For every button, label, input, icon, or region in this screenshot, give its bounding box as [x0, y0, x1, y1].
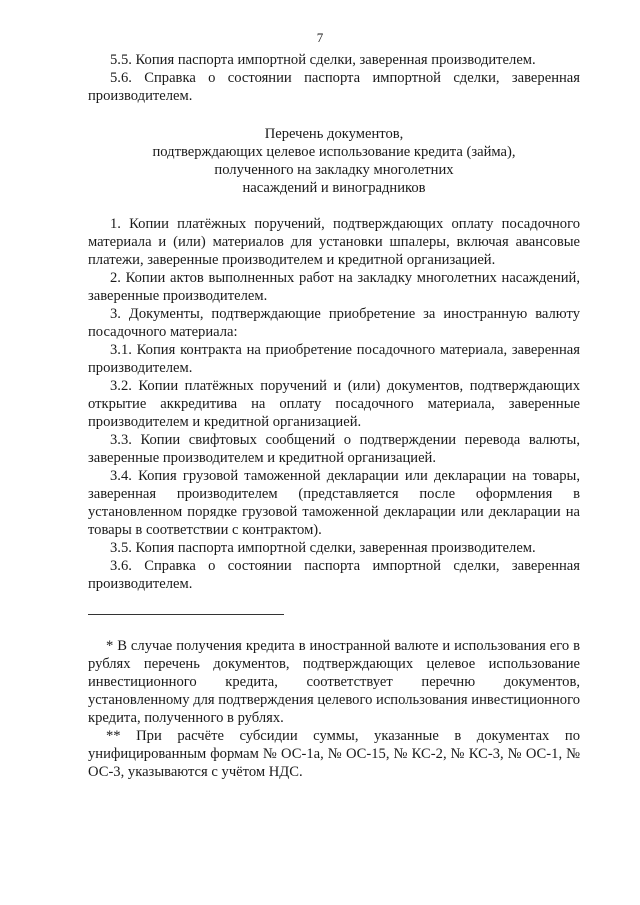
- spacer: [88, 105, 580, 125]
- list-item-3: 3. Документы, подтверждающие приобретение за иностранную валюту посадочного материала:: [88, 306, 580, 340]
- list-item-3-3: 3.3. Копии свифтовых сообщений о подтверждении перевода валюты, заверенные производителем и кредитной организацией.: [88, 432, 580, 466]
- list-item-2: 2. Копии актов выполненных работ на закладку многолетних насаждений, заверенные производителем.: [88, 270, 580, 304]
- footnote-2: ** При расчёте субсидии суммы, указанные в документах по унифицированным формам № ОС-1а, № ОС-15, № КС-2, № КС-3, № ОС-1, № ОС-3, указываются с учётом НДС.: [88, 728, 580, 780]
- list-item-3-4: 3.4. Копия грузовой таможенной декларации или декларации на товары, заверенная производителем (представляется после оформления в установленном порядке грузовой таможенной декларации или декларации на товары в соответствии с контрактом).: [88, 468, 580, 538]
- section-title: [88, 125, 580, 197]
- spacer: [88, 197, 580, 215]
- footnotes: [88, 637, 580, 781]
- paragraph-item-5-5: 5.5. Копия паспорта импортной сделки, заверенная производителем.: [110, 52, 536, 68]
- list-item-3-6: 3.6. Справка о состоянии паспорта импортной сделки, заверенная производителем.: [88, 558, 580, 592]
- section-title-line: насаждений и виноградников: [242, 180, 426, 196]
- footnote-divider: [88, 614, 284, 615]
- list-item-3-1: 3.1. Копия контракта на приобретение посадочного материала, заверенная производителем.: [88, 342, 580, 376]
- section-title-line: полученного на закладку многолетних: [214, 162, 454, 178]
- list-item-3-5: 3.5. Копия паспорта импортной сделки, заверенная производителем.: [110, 540, 536, 556]
- paragraph-item-5-6: 5.6. Справка о состоянии паспорта импортной сделки, заверенная производителем.: [88, 70, 580, 104]
- page-number: 7: [316, 30, 324, 45]
- list-item-1: 1. Копии платёжных поручений, подтверждающих оплату посадочного материала и (или) материалов для установки шпалеры, включая авансовые платежи, заверенные производителем и кредитной организацией.: [88, 216, 580, 268]
- list-item-3-2: 3.2. Копии платёжных поручений и (или) документов, подтверждающих открытие аккредитива на оплату посадочного материала, заверенные производителем и кредитной организацией.: [88, 378, 580, 430]
- footnote-1: * В случае получения кредита в иностранной валюте и использования его в рублях перечень документов, подтверждающих целевое использование инвестиционного кредита, соответствует перечню документов, установленному для подтверждения целевого использования инвестиционного кредита, полученного в рублях.: [88, 638, 580, 726]
- section-title-line: Перечень документов,: [264, 126, 404, 142]
- section-title-line: подтверждающих целевое использование кредита (займа),: [152, 144, 516, 160]
- document-body: [88, 51, 580, 593]
